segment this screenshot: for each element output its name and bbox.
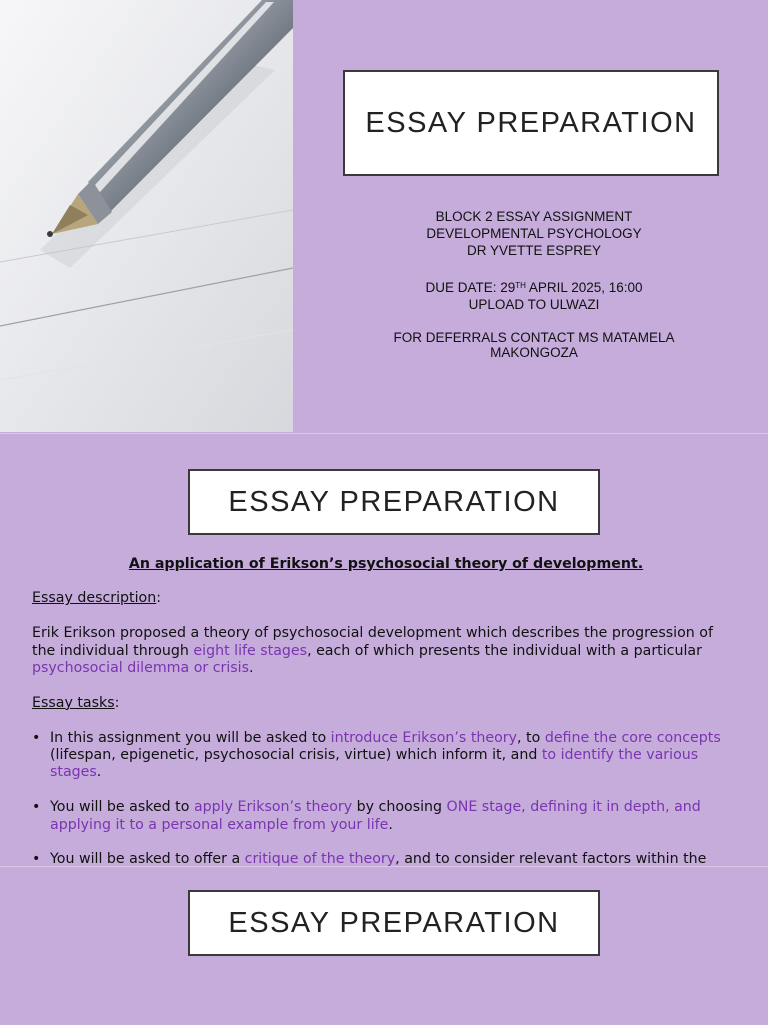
- slide-continued: [0, 866, 768, 1025]
- due-info: [343, 277, 725, 313]
- tasks-list: [32, 730, 740, 866]
- title-card: [343, 70, 719, 176]
- course-line: DEVELOPMENTAL PSYCHOLOGY: [426, 226, 642, 241]
- essay-subtitle: An application of Erikson’s psychosocial theory of development.: [128, 556, 644, 572]
- deferrals-info: [375, 330, 693, 360]
- slide-title: ESSAY PREPARATION: [228, 906, 560, 939]
- title-card: [188, 469, 600, 535]
- description-text: Erik Erikson proposed a theory of psychosocial development which describes the progression of the individual through eight life stages, each of which presents the individual with a particular psychosocial dilemma or crisis.: [32, 625, 713, 677]
- slide-title: [0, 0, 768, 432]
- slide-title: ESSAY PREPARATION: [228, 485, 560, 518]
- deferrals-contact: FOR DEFERRALS CONTACT MS MATAMELA MAKONGOZA: [393, 330, 675, 360]
- course-line: DR YVETTE ESPREY: [466, 243, 602, 258]
- due-date: DUE DATE: 29TH APRIL 2025, 16:00: [425, 280, 643, 295]
- list-item: • You will be asked to apply Erikson’s theory by choosing ONE stage, defining it in depth, and applying it to a personal example from your life.: [32, 799, 740, 834]
- course-info: [343, 208, 725, 259]
- description-heading: Essay description:: [32, 590, 162, 607]
- pen-photo: [0, 0, 293, 432]
- title-card: [188, 890, 600, 956]
- list-item: • In this assignment you will be asked to introduce Erikson’s theory, to define the core concepts (lifespan, epigenetic, psychosocial crisis, virtue) which inform it, and to identify the various stages.: [32, 730, 740, 782]
- essay-body: [32, 556, 740, 866]
- course-line: BLOCK 2 ESSAY ASSIGNMENT: [435, 209, 633, 224]
- slide-essay-details: [0, 433, 768, 866]
- tasks-heading: Essay tasks:: [32, 694, 120, 711]
- upload-instruction: UPLOAD TO ULWAZI: [468, 297, 600, 312]
- list-item: • You will be asked to offer a critique of the theory, and to consider relevant factors within the: [32, 851, 740, 866]
- page-title: ESSAY PREPARATION: [365, 107, 697, 139]
